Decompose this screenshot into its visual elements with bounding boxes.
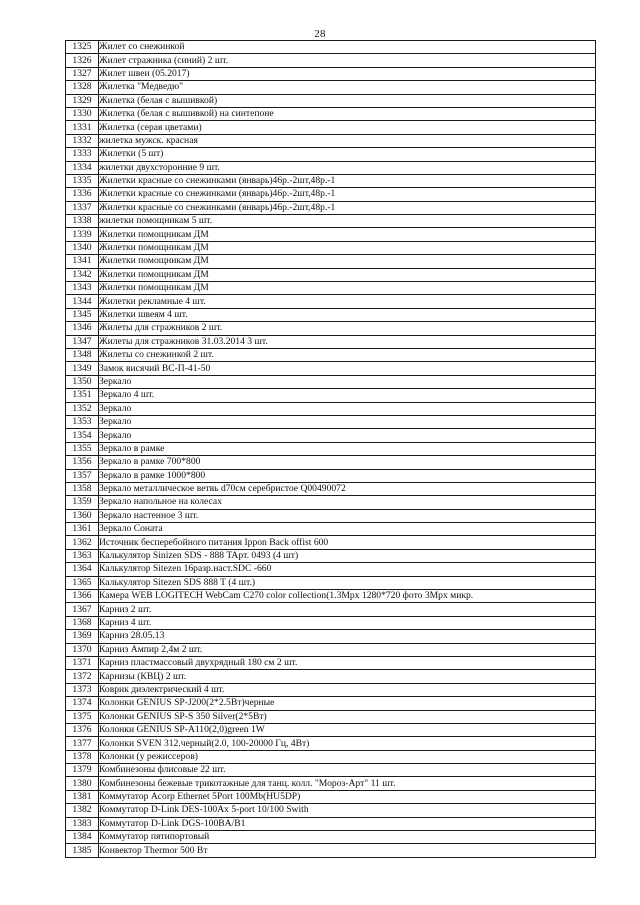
table-row [66, 442, 596, 455]
item-name: Коммутатор Acorp Ethernet 5Port 100Mb(HU5DP) [99, 790, 596, 803]
row-number: 1380 [66, 777, 99, 790]
table-row [66, 415, 596, 428]
row-number: 1341 [66, 255, 99, 268]
item-name: Жилетки красные со снежинками (январь)46р.-2шт,48р.-1 [99, 174, 596, 187]
table-row [66, 161, 596, 174]
row-number: 1371 [66, 656, 99, 669]
row-number: 1340 [66, 241, 99, 254]
row-number: 1353 [66, 415, 99, 428]
item-name: Карниз Ампир 2,4м 2 шт. [99, 643, 596, 656]
table-row [66, 107, 596, 120]
row-number: 1362 [66, 536, 99, 549]
table-row [66, 228, 596, 241]
item-name: Коммутатор D-Link DES-100Ax 5-port 10/100 Swith [99, 804, 596, 817]
item-name: Калькулятор Sitezen 16разр.наст.SDC -660 [99, 563, 596, 576]
table-row [66, 362, 596, 375]
row-number: 1325 [66, 41, 99, 54]
row-number: 1377 [66, 737, 99, 750]
table-row [66, 389, 596, 402]
item-name: Жилетки помощникам ДМ [99, 255, 596, 268]
row-number: 1335 [66, 174, 99, 187]
item-name: Карниз 28.05.13 [99, 630, 596, 643]
row-number: 1346 [66, 322, 99, 335]
item-name: Зеркало настенное 3 шт. [99, 509, 596, 522]
table-row [66, 308, 596, 321]
item-name: Жилетки швеям 4 шт. [99, 308, 596, 321]
row-number: 1354 [66, 429, 99, 442]
row-number: 1349 [66, 362, 99, 375]
table-row [66, 348, 596, 361]
row-number: 1326 [66, 54, 99, 67]
table-row [66, 429, 596, 442]
row-number: 1363 [66, 549, 99, 562]
item-name: Жилетки помощникам ДМ [99, 228, 596, 241]
item-name: Замок висячий ВС-П-41-50 [99, 362, 596, 375]
row-number: 1327 [66, 67, 99, 80]
row-number: 1360 [66, 509, 99, 522]
table-row [66, 804, 596, 817]
table-row [66, 121, 596, 134]
table-row [66, 710, 596, 723]
row-number: 1368 [66, 616, 99, 629]
table-row [66, 630, 596, 643]
item-name: Колонки GENIUS SP-A110(2,0)green 1W [99, 723, 596, 736]
table-row [66, 844, 596, 857]
table-row [66, 188, 596, 201]
table-row [66, 201, 596, 214]
row-number: 1382 [66, 804, 99, 817]
table-row [66, 375, 596, 388]
item-name: Карниз пластмассовый двухрядный 180 см 2 шт. [99, 656, 596, 669]
row-number: 1339 [66, 228, 99, 241]
table-row [66, 697, 596, 710]
item-name: Колонки SVEN 312.черный(2.0, 100-20000 Гц, 4Вт) [99, 737, 596, 750]
item-name: Колонки GENIUS SP-J200(2*2.5Вт)черные [99, 697, 596, 710]
table-row [66, 683, 596, 696]
table-row [66, 174, 596, 187]
item-name: Жилеты со снежинкой 2 шт. [99, 348, 596, 361]
item-name: Жилет со снежинкой [99, 41, 596, 54]
table-row [66, 750, 596, 763]
row-number: 1359 [66, 496, 99, 509]
table-row [66, 723, 596, 736]
item-name: Зеркало [99, 415, 596, 428]
item-name: Коммутатор D-Link DGS-100BA/B1 [99, 817, 596, 830]
item-name: Жилетки красные со снежинками (январь)46р.-2шт,48р.-1 [99, 201, 596, 214]
table-row [66, 496, 596, 509]
table-row [66, 268, 596, 281]
item-name: Карнизы (КВЦ) 2 шт. [99, 670, 596, 683]
row-number: 1333 [66, 148, 99, 161]
item-name: Жилетки помощникам ДМ [99, 241, 596, 254]
item-name: Зеркало в рамке [99, 442, 596, 455]
item-name: Камера WEB LOGITECH WebCam C270 color collection(1.3Мрх 1280*720 фото 3Мрх микр. [99, 590, 596, 603]
table-row [66, 563, 596, 576]
row-number: 1330 [66, 107, 99, 120]
item-name: Жилет стражника (синий) 2 шт. [99, 54, 596, 67]
row-number: 1383 [66, 817, 99, 830]
item-name: Жилетки помощникам ДМ [99, 282, 596, 295]
row-number: 1361 [66, 523, 99, 536]
item-name: Комбинезоны бежевые трикотажные для танц. колл. "Мороз-Арт" 11 шт. [99, 777, 596, 790]
item-name: Жилетка (серая цветами) [99, 121, 596, 134]
table-row [66, 764, 596, 777]
item-name: Колонки (у режиссеров) [99, 750, 596, 763]
table-row [66, 737, 596, 750]
item-name: Зеркало [99, 375, 596, 388]
table-row [66, 94, 596, 107]
table-row [66, 509, 596, 522]
item-name: Жилетки помощникам ДМ [99, 268, 596, 281]
item-name: Зеркало напольное на колесах [99, 496, 596, 509]
item-name: жилетки двухсторонние 9 шт. [99, 161, 596, 174]
table-row [66, 456, 596, 469]
table-row [66, 148, 596, 161]
table-row [66, 523, 596, 536]
item-name: Калькулятор Sitezen SDS 888 T (4 шт.) [99, 576, 596, 589]
row-number: 1352 [66, 402, 99, 415]
table-row [66, 790, 596, 803]
table-row [66, 335, 596, 348]
table-row [66, 817, 596, 830]
item-name: Зеркало Соната [99, 523, 596, 536]
row-number: 1357 [66, 469, 99, 482]
row-number: 1343 [66, 282, 99, 295]
table-row [66, 482, 596, 495]
item-name: Зеркало металлическое ветвь d70см серебристое Q00490072 [99, 482, 596, 495]
item-name: Колонки GENIUS SP-S 350 Silver(2*5Вт) [99, 710, 596, 723]
table-row [66, 402, 596, 415]
item-name: Жилетки рекламные 4 шт. [99, 295, 596, 308]
row-number: 1370 [66, 643, 99, 656]
table-row [66, 469, 596, 482]
row-number: 1328 [66, 81, 99, 94]
row-number: 1337 [66, 201, 99, 214]
table-row [66, 241, 596, 254]
table-row [66, 616, 596, 629]
inventory-table [65, 40, 596, 858]
table-row [66, 656, 596, 669]
table-row [66, 777, 596, 790]
row-number: 1338 [66, 215, 99, 228]
item-name: Карниз 4 шт. [99, 616, 596, 629]
row-number: 1364 [66, 563, 99, 576]
row-number: 1381 [66, 790, 99, 803]
item-name: Конвектор Thermor 500 Вт [99, 844, 596, 857]
table-row [66, 536, 596, 549]
row-number: 1365 [66, 576, 99, 589]
item-name: Коммутатор пятипортовый [99, 831, 596, 844]
row-number: 1373 [66, 683, 99, 696]
row-number: 1351 [66, 389, 99, 402]
item-name: жилетка мужск. красная [99, 134, 596, 147]
table-row [66, 643, 596, 656]
inventory-table-body [66, 41, 596, 858]
table-row [66, 670, 596, 683]
item-name: Карниз 2 шт. [99, 603, 596, 616]
table-row [66, 215, 596, 228]
item-name: Калькулятор Sinizen SDS - 888 TApт. 0493 (4 шт) [99, 549, 596, 562]
table-row [66, 41, 596, 54]
row-number: 1369 [66, 630, 99, 643]
item-name: жилетки помощникам 5 шт. [99, 215, 596, 228]
table-row [66, 81, 596, 94]
row-number: 1375 [66, 710, 99, 723]
row-number: 1336 [66, 188, 99, 201]
item-name: Коврик диэлектрический 4 шт. [99, 683, 596, 696]
row-number: 1345 [66, 308, 99, 321]
row-number: 1366 [66, 590, 99, 603]
item-name: Зеркало [99, 402, 596, 415]
row-number: 1347 [66, 335, 99, 348]
table-row [66, 67, 596, 80]
item-name: Жилет швеи (05.2017) [99, 67, 596, 80]
row-number: 1356 [66, 456, 99, 469]
table-row [66, 255, 596, 268]
row-number: 1331 [66, 121, 99, 134]
row-number: 1378 [66, 750, 99, 763]
row-number: 1384 [66, 831, 99, 844]
item-name: Зеркало в рамке 700*800 [99, 456, 596, 469]
item-name: Комбинезоны флисовые 22 шт. [99, 764, 596, 777]
item-name: Жилеты для стражников 31.03.2014 3 шт. [99, 335, 596, 348]
table-row [66, 282, 596, 295]
page-number: 28 [314, 28, 326, 40]
row-number: 1344 [66, 295, 99, 308]
row-number: 1355 [66, 442, 99, 455]
item-name: Источник бесперебойного питания Ippon Back offist 600 [99, 536, 596, 549]
table-row [66, 590, 596, 603]
row-number: 1350 [66, 375, 99, 388]
row-number: 1348 [66, 348, 99, 361]
item-name: Зеркало в рамке 1000*800 [99, 469, 596, 482]
table-row [66, 603, 596, 616]
item-name: Жилетки красные со снежинками (январь)46р.-2шт,48р.-1 [99, 188, 596, 201]
table-row [66, 295, 596, 308]
row-number: 1332 [66, 134, 99, 147]
item-name: Жилетка "Медведю" [99, 81, 596, 94]
row-number: 1385 [66, 844, 99, 857]
table-row [66, 576, 596, 589]
item-name: Зеркало 4 шт. [99, 389, 596, 402]
table-row [66, 322, 596, 335]
row-number: 1379 [66, 764, 99, 777]
table-row [66, 134, 596, 147]
item-name: Жилетка (белая с вышивкой) [99, 94, 596, 107]
row-number: 1372 [66, 670, 99, 683]
row-number: 1358 [66, 482, 99, 495]
row-number: 1376 [66, 723, 99, 736]
item-name: Зеркало [99, 429, 596, 442]
item-name: Жилетки (5 шт) [99, 148, 596, 161]
row-number: 1329 [66, 94, 99, 107]
row-number: 1342 [66, 268, 99, 281]
row-number: 1374 [66, 697, 99, 710]
row-number: 1334 [66, 161, 99, 174]
table-row [66, 549, 596, 562]
item-name: Жилетка (белая с вышивкой) на синтепоне [99, 107, 596, 120]
item-name: Жилеты для стражников 2 шт. [99, 322, 596, 335]
table-row [66, 831, 596, 844]
row-number: 1367 [66, 603, 99, 616]
table-row [66, 54, 596, 67]
